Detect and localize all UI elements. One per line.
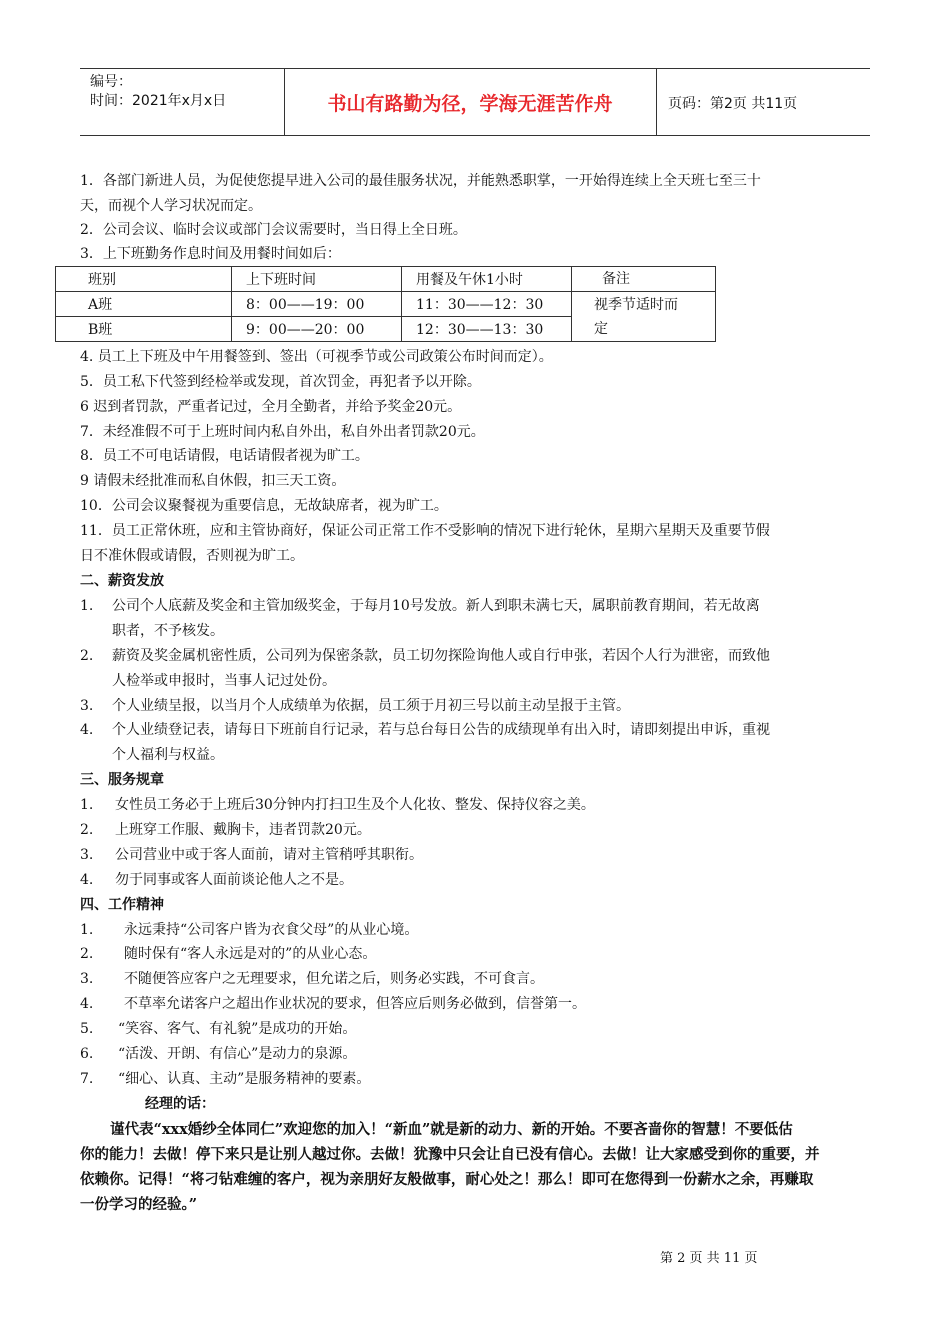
- item-number: 7.: [80, 1071, 94, 1087]
- item-text: 公司营业中或于客人面前，请对主管稍呼其职衔。: [115, 847, 423, 863]
- lunch-hours: 12：30——13：30: [402, 317, 572, 342]
- item-text: 公司个人底薪及奖金和主管加级奖金，于每月10号发放。新人到职未满七天，属职前教育期间，若无故离: [112, 598, 760, 614]
- item-number: 1.: [80, 797, 94, 813]
- item-text: 不草率允诺客户之超出作业状况的要求，但答应后则务必做到，信誉第一。: [124, 996, 586, 1012]
- rule-line: 5．员工私下代签到经检举或发现，首次罚金，再犯者予以开除。: [80, 374, 481, 390]
- item-number: 1.: [80, 598, 94, 614]
- header-cell: 班别: [56, 267, 232, 292]
- motto: 书山有路勤为径，学海无涯苦作舟: [327, 93, 613, 115]
- table-row: [56, 292, 716, 317]
- time-label: 时间：2021年x月x日: [90, 93, 227, 109]
- work-hours: 9：00——20：00: [232, 317, 402, 342]
- section-title: 三、服务规章: [80, 772, 164, 788]
- rule-line: 8．员工不可电话请假，电话请假者视为旷工。: [80, 448, 369, 464]
- item-number: 6.: [80, 1046, 94, 1062]
- rule-line: 9 请假未经批准而私自休假，扣三天工资。: [80, 473, 346, 489]
- number-label: 编号：: [90, 74, 132, 90]
- item-text: 人检举或申报时，当事人记过处份。: [112, 673, 336, 689]
- manager-title: 经理的话：: [145, 1096, 215, 1112]
- schedule-table: [55, 266, 716, 342]
- item-number: 4.: [80, 722, 94, 738]
- table-header-row: [56, 267, 716, 292]
- item-text: 职者，不予核发。: [112, 623, 224, 639]
- section-title: 二、薪资发放: [80, 573, 164, 589]
- rule-line: 10．公司会议聚餐视为重要信息，无故缺席者，视为旷工。: [80, 498, 448, 514]
- header-cell: 备注: [572, 267, 716, 292]
- item-text: 女性员工务必于上班后30分钟内打扫卫生及个人化妆、整发、保持仪容之美。: [115, 797, 595, 813]
- item-text: 个人福利与权益。: [112, 747, 224, 763]
- shift-name: A班: [56, 292, 232, 317]
- item-text: “细心、认真、主动”是服务精神的要素。: [118, 1071, 371, 1087]
- header-meta: [90, 73, 226, 111]
- header-divider: [656, 69, 657, 135]
- item-text: 勿于同事或客人面前谈论他人之不是。: [115, 872, 353, 888]
- header-divider: [284, 69, 285, 135]
- item-number: 3.: [80, 698, 94, 714]
- item-number: 2.: [80, 822, 94, 838]
- rule-line: 日不准休假或请假，否则视为旷工。: [80, 548, 304, 564]
- item-text: 个人业绩呈报，以当月个人成绩单为依据，员工须于月初三号以前主动呈报于主管。: [112, 698, 630, 714]
- rule-line: 2．公司会议、临时会议或部门会议需要时，当日得上全日班。: [80, 222, 467, 238]
- manager-line: 一份学习的经验。”: [80, 1196, 198, 1213]
- header-cell: 上下班时间: [232, 267, 402, 292]
- rule-line: 4. 员工上下班及中午用餐签到、签出（可视季节或公司政策公布时间而定）。: [80, 349, 553, 365]
- rule-line: 11．员工正常休班，应和主管协商好，保证公司正常工作不受影响的情况下进行轮休，星期六星期天及重要节假: [80, 523, 770, 539]
- manager-line: 你的能力！去做！停下来只是让别人越过你。去做！犹豫中只会让自已没有信心。去做！让大家感受到你的重要，并: [80, 1146, 820, 1163]
- note-cell: [572, 292, 716, 342]
- item-number: 4.: [80, 872, 94, 888]
- note-text: 视季节适时而定: [594, 296, 678, 337]
- manager-message: [80, 1117, 910, 1217]
- item-number: 3.: [80, 847, 94, 863]
- item-number: 2.: [80, 946, 94, 962]
- item-text: 随时保有“客人永远是对的”的从业心态。: [124, 946, 377, 962]
- lunch-hours: 11：30——12：30: [402, 292, 572, 317]
- page-header: [80, 68, 870, 136]
- item-text: 上班穿工作服、戴胸卡，违者罚款20元。: [115, 822, 371, 838]
- item-number: 3.: [80, 971, 94, 987]
- item-text: 永远秉持“公司客户皆为衣食父母”的从业心境。: [124, 922, 419, 938]
- item-text: 个人业绩登记表，请每日下班前自行记录，若与总台每日公告的成绩现单有出入时，请即刻提出申诉，重视: [112, 722, 770, 738]
- item-number: 4.: [80, 996, 94, 1012]
- page-footer: 第 2 页 共 11 页: [660, 1251, 758, 1266]
- rule-line: 1．各部门新进人员，为促使您提早进入公司的最佳服务状况，并能熟悉职掌，一开始得连续上全天班七至三十: [80, 173, 761, 189]
- header-cell: 用餐及午休1小时: [402, 267, 572, 292]
- section-title: 四、工作精神: [80, 897, 164, 913]
- item-number: 2.: [80, 648, 94, 664]
- rule-line: 天，而视个人学习状况而定。: [80, 198, 262, 214]
- item-number: 5.: [80, 1021, 94, 1037]
- rule-line: 7．未经准假不可于上班时间内私自外出，私自外出者罚款20元。: [80, 424, 485, 440]
- shift-name: B班: [56, 317, 232, 342]
- page-label: 页码：第2页 共11页: [668, 96, 798, 112]
- rule-line: 6 迟到者罚款，严重者记过，全月全勤者，并给予奖金20元。: [80, 399, 462, 415]
- item-text: 不随便答应客户之无理要求，但允诺之后，则务必实践，不可食言。: [124, 971, 544, 987]
- item-text: “笑容、客气、有礼貌”是成功的开始。: [118, 1021, 357, 1037]
- manager-line: 谨代表“xxx婚纱全体同仁”欢迎您的加入！“新血”就是新的动力、新的开始。不要吝啬你的智慧！不要低估: [110, 1121, 793, 1138]
- manager-line: 依赖你。记得！“将刁钻难缠的客户，视为亲朋好友般做事，耐心处之！那么！即可在您得到一份薪水之余，再赚取: [80, 1171, 814, 1188]
- rule-line: 3．上下班勤务作息时间及用餐时间如后：: [80, 246, 341, 262]
- item-text: “活泼、开朗、有信心”是动力的泉源。: [118, 1046, 357, 1062]
- item-text: 薪资及奖金属机密性质，公司列为保密条款，员工切勿探险询他人或自行申张，若因个人行为泄密，而致他: [112, 648, 770, 664]
- work-hours: 8：00——19：00: [232, 292, 402, 317]
- item-number: 1.: [80, 922, 94, 938]
